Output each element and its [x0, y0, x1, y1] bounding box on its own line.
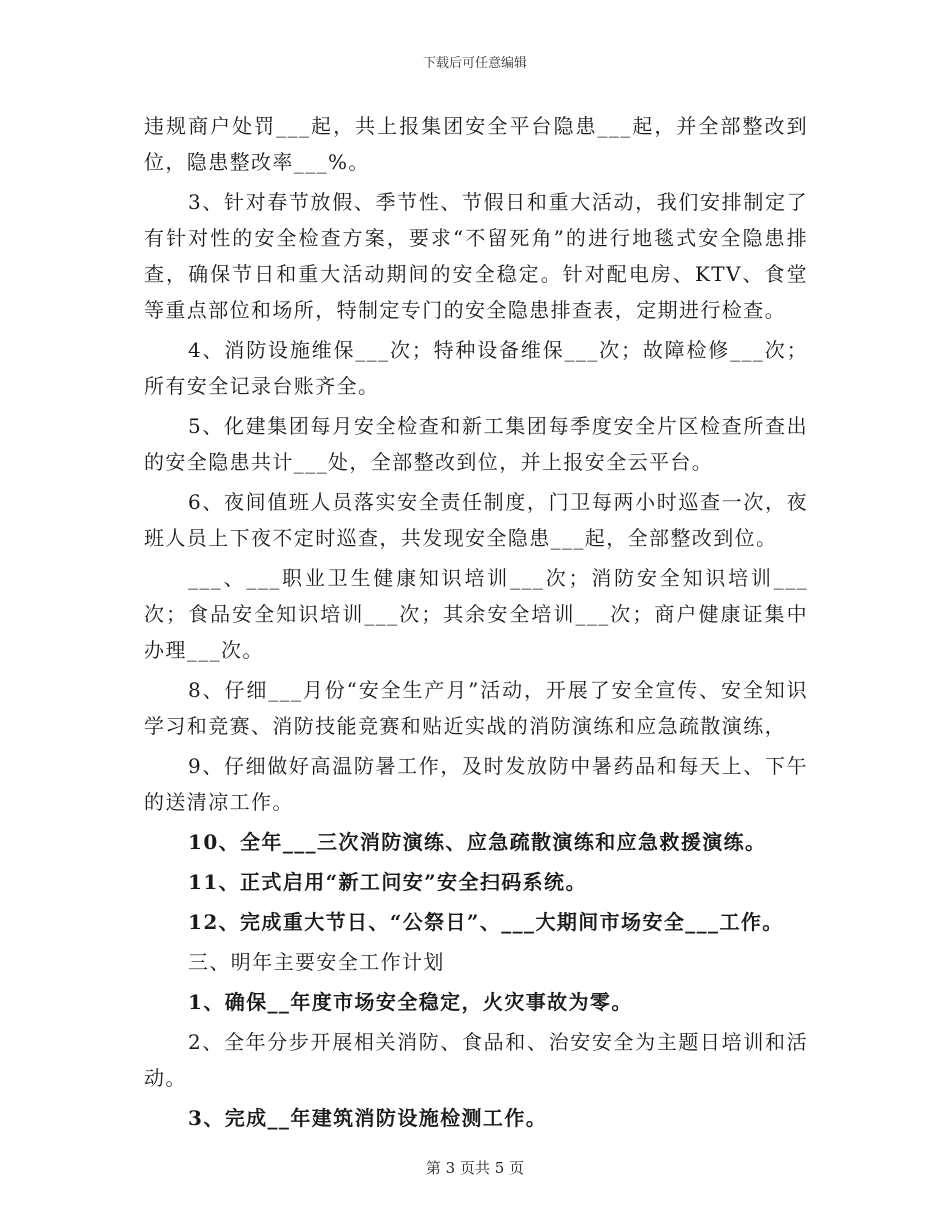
paragraph-item-11: 11、正式启用“新工问安”安全扫码系统。 — [188, 870, 587, 894]
paragraph-item-5: 5、化建集团每月安全检查和新工集团每季度安全片区检查所查出的安全隐患共计___处，全部整改到位，并上报安全云平台。 — [144, 414, 808, 474]
paragraph-item-7: ___、___职业卫生健康知识培训___次；消防安全知识培训___次；食品安全知识培训___次；其余安全培训___次；商户健康证集中办理___次。 — [144, 566, 808, 662]
paragraph-plan-2: 2、全年分步开展相关消防、食品和、治安安全为主题日培训和活动。 — [144, 1030, 808, 1090]
document-body — [144, 108, 808, 1140]
paragraph-item-10: 10、全年___三次消防演练、应急疏散演练和应急救援演练。 — [188, 830, 767, 854]
paragraph-item-9: 9、仔细做好高温防暑工作，及时发放防中暑药品和每天上、下午的送清凉工作。 — [144, 754, 808, 814]
paragraph-item-8: 8、仔细___月份“安全生产月”活动，开展了安全宣传、安全知识学习和竞赛、消防技能竞赛和贴近实战的消防演练和应急疏散演练， — [144, 678, 808, 738]
paragraph-plan-3: 3、完成__年建筑消防设施检测工作。 — [188, 1106, 548, 1130]
paragraph-item-6: 6、夜间值班人员落实安全责任制度，门卫每两小时巡查一次，夜班人员上下夜不定时巡查，共发现安全隐患___起，全部整改到位。 — [144, 490, 808, 550]
section-heading-plan: 三、明年主要安全工作计划 — [188, 950, 445, 974]
paragraph-item-12: 12、完成重大节日、“公祭日”、___大期间市场安全___工作。 — [188, 910, 784, 934]
page-footer: 第 3 页共 5 页 — [425, 1159, 525, 1177]
paragraph-item-3: 3、针对春节放假、季节性、节假日和重大活动，我们安排制定了有针对性的安全检查方案，要求“不留死角”的进行地毯式安全隐患排查，确保节日和重大活动期间的安全稳定。针对配电房、KTV、食堂等重点部位和场所，特制定专门的安全隐患排查表，定期进行检查。 — [144, 190, 808, 322]
paragraph-item-4: 4、消防设施维保___次；特种设备维保___次；故障检修___次；所有安全记录台账齐全。 — [144, 338, 808, 398]
page-header: 下载后可任意编辑 — [422, 56, 527, 71]
paragraph-penalty-summary: 违规商户处罚___起，共上报集团安全平台隐患___起，并全部整改到位，隐患整改率___%。 — [144, 114, 808, 174]
paragraph-plan-1: 1、确保__年度市场安全稳定，火灾事故为零。 — [188, 990, 633, 1014]
